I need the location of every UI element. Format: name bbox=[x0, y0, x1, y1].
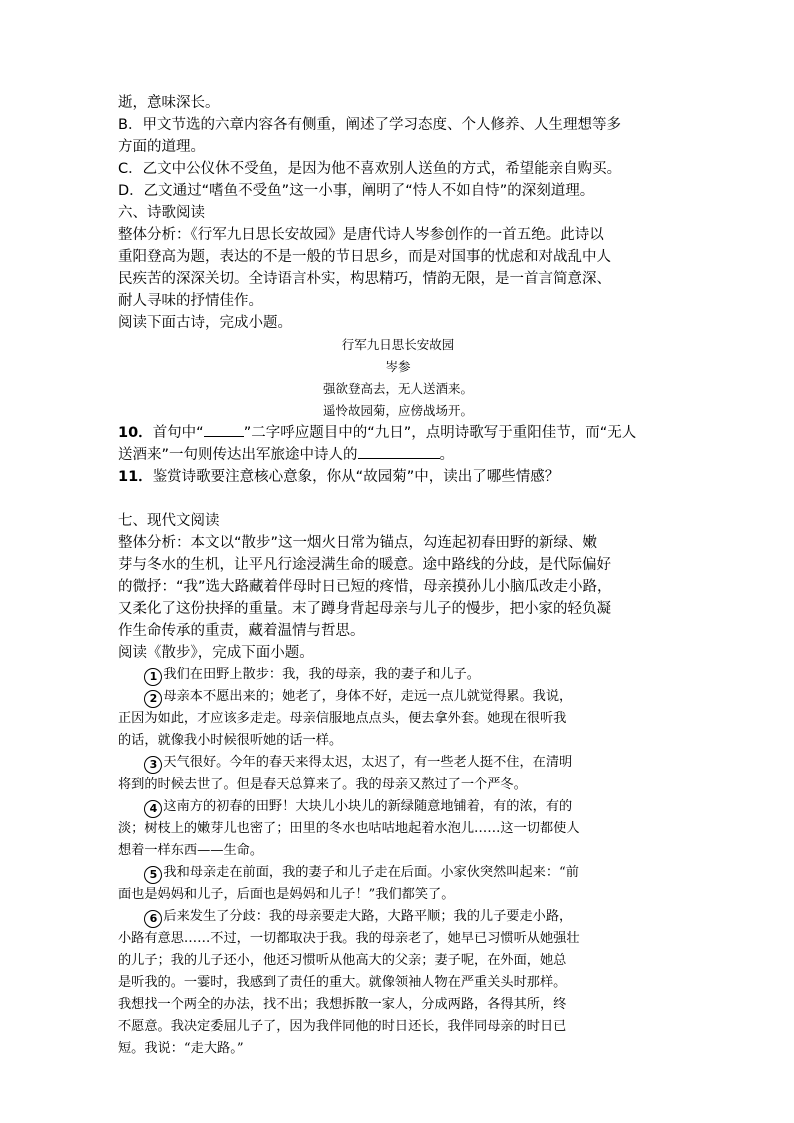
essay-text: 后来发生了分歧：我的母亲要走大路，大路平顺；我的儿子要走小路， bbox=[163, 909, 573, 924]
essay-paragraph-5 bbox=[118, 862, 678, 884]
essay-text: 的儿子；我的儿子还小，他还习惯听从他高大的父亲；妻子呢，在外面，她总 bbox=[118, 953, 567, 968]
essay-paragraph-4 bbox=[118, 796, 678, 818]
essay-text: 淡；树枝上的嫩芽儿也密了；田里的冬水也咕咕地起着水泡儿……这一切都使人 bbox=[118, 821, 580, 836]
essay-text: 想着一样东西——生命。 bbox=[118, 843, 264, 858]
essay-text: 将到的时候去世了。但是春天总算来了。我的母亲又熬过了一个严冬。 bbox=[118, 777, 527, 792]
poem-author: 岑参 bbox=[385, 359, 411, 374]
essay-text: 不愿意。我决定委屈儿子了，因为我伴同他的时日还长，我伴同母亲的时日已 bbox=[118, 1019, 567, 1034]
instruction: 阅读下面古诗，完成小题。 bbox=[118, 315, 292, 331]
analysis-line: 整体分析：《行军九日思长安故园》是唐代诗人岑参创作的一首五绝。此诗以 bbox=[118, 227, 604, 243]
analysis-line: 又柔化了这份抉择的重量。末了蹲身背起母亲与儿子的慢步，把小家的轻负凝 bbox=[118, 601, 611, 617]
essay-paragraph-1 bbox=[118, 664, 678, 686]
poem-line: 强欲登高去，无人送酒来。 bbox=[322, 381, 473, 396]
question-text: 。 bbox=[439, 447, 455, 463]
essay-text: 正因为如此，才应该多走走。母亲信服地点点头，便去拿外套。她现在很听我 bbox=[118, 711, 567, 726]
text-line: 逝，意味深长。 bbox=[118, 95, 220, 111]
paragraph-number: 3 bbox=[144, 756, 162, 774]
analysis-line: 作生命传承的重责，藏着温情与哲思。 bbox=[118, 623, 365, 639]
question-text: 鉴赏诗歌要注意核心意象，你从“故园菊”中，读出了哪些情感？ bbox=[152, 469, 560, 485]
section-six-title: 六、诗歌阅读 bbox=[118, 205, 205, 221]
option-c: C．乙文中公仪休不受鱼，是因为他不喜欢别人送鱼的方式，希望能亲自购买。 bbox=[118, 161, 622, 177]
essay-text: 的话，就像我小时候很听她的话一样。 bbox=[118, 733, 343, 748]
analysis-line: 整体分析：本文以“散步”这一烟火日常为锚点，勾连起初春田野的新绿、嫩 bbox=[118, 535, 598, 551]
paragraph-number: 5 bbox=[144, 866, 162, 884]
analysis-line: 的微抒：“我”选大路藏着伴母时日已短的疼惜，母亲摸孙儿小脑瓜改走小路， bbox=[118, 579, 612, 595]
essay-paragraph-2 bbox=[118, 686, 678, 708]
question-number: 11． bbox=[118, 469, 153, 485]
answer-blank[interactable] bbox=[204, 422, 244, 437]
essay-text: 我想找一个两全的办法，找不出；我想拆散一家人，分成两路，各得其所，终 bbox=[118, 997, 567, 1012]
poem-title: 行军九日思长安故园 bbox=[341, 337, 455, 352]
question-number: 10． bbox=[118, 425, 153, 441]
essay-text: 是听我的。一霎时，我感到了责任的重大。就像领袖人物在严重关头时那样。 bbox=[118, 975, 567, 990]
essay-text: 天气很好。今年的春天来得太迟，太迟了，有一些老人挺不住，在清明 bbox=[163, 755, 573, 770]
essay-text: 短。我说：“走大路。” bbox=[118, 1041, 244, 1056]
essay-text: 我们在田野上散步：我，我的母亲，我的妻子和儿子。 bbox=[163, 667, 480, 682]
question-text: 送酒来”一句则传达出军旅途中诗人的 bbox=[118, 447, 358, 463]
question-text: 首句中“ bbox=[152, 425, 204, 441]
analysis-line: 耐人寻味的抒情佳作。 bbox=[118, 293, 263, 309]
option-b: B．甲文节选的六章内容各有侧重，阐述了学习态度、个人修养、人生理想等多 bbox=[118, 117, 621, 133]
essay-paragraph-6 bbox=[118, 906, 678, 928]
analysis-line: 重阳登高为题，表达的不是一般的节日思乡，而是对国事的忧虑和对战乱中人 bbox=[118, 249, 611, 265]
instruction: 阅读《散步》，完成下面小题。 bbox=[118, 645, 314, 661]
section-seven-title: 七、现代文阅读 bbox=[118, 513, 220, 529]
paragraph-number: 4 bbox=[144, 800, 162, 818]
essay-paragraph-3 bbox=[118, 752, 678, 774]
poem-line: 遥怜故园菊，应傍战场开。 bbox=[322, 403, 473, 418]
essay-text: 母亲本不愿出来的；她老了，身体不好，走远一点儿就觉得累。我说， bbox=[163, 689, 573, 704]
essay-text: 面也是妈妈和儿子，后面也是妈妈和儿子！”我们都笑了。 bbox=[118, 887, 455, 902]
spacer bbox=[118, 488, 678, 510]
paragraph-number: 2 bbox=[144, 690, 162, 708]
paragraph-number: 6 bbox=[144, 910, 162, 928]
question-10-cont bbox=[118, 444, 678, 466]
text-line: 方面的道理。 bbox=[118, 139, 205, 155]
page-content bbox=[118, 92, 678, 1060]
essay-text: 这南方的初春的田野！大块儿小块儿的新绿随意地铺着，有的浓，有的 bbox=[163, 799, 573, 814]
analysis-line: 民疾苦的深深关切。全诗语言朴实，构思精巧，情韵无限，是一首言简意深、 bbox=[118, 271, 611, 287]
paragraph-number: 1 bbox=[144, 668, 162, 686]
option-d: D．乙文通过“嗜鱼不受鱼”这一小事，阐明了“恃人不如自恃”的深刻道理。 bbox=[118, 183, 595, 199]
essay-text: 小路有意思……不过，一切都取决于我。我的母亲老了，她早已习惯听从她强壮 bbox=[118, 931, 580, 946]
question-11 bbox=[118, 466, 678, 488]
essay-text: 我和母亲走在前面，我的妻子和儿子走在后面。小家伙突然叫起来：“前 bbox=[163, 865, 579, 880]
analysis-line: 芽与冬水的生机，让平凡行途浸满生命的暖意。途中路线的分歧，是代际偏好 bbox=[118, 557, 611, 573]
answer-blank[interactable] bbox=[358, 444, 440, 459]
question-10 bbox=[118, 422, 678, 444]
question-text: ”二字呼应题目中的“九日”，点明诗歌写于重阳佳节，而“无人 bbox=[243, 425, 637, 441]
